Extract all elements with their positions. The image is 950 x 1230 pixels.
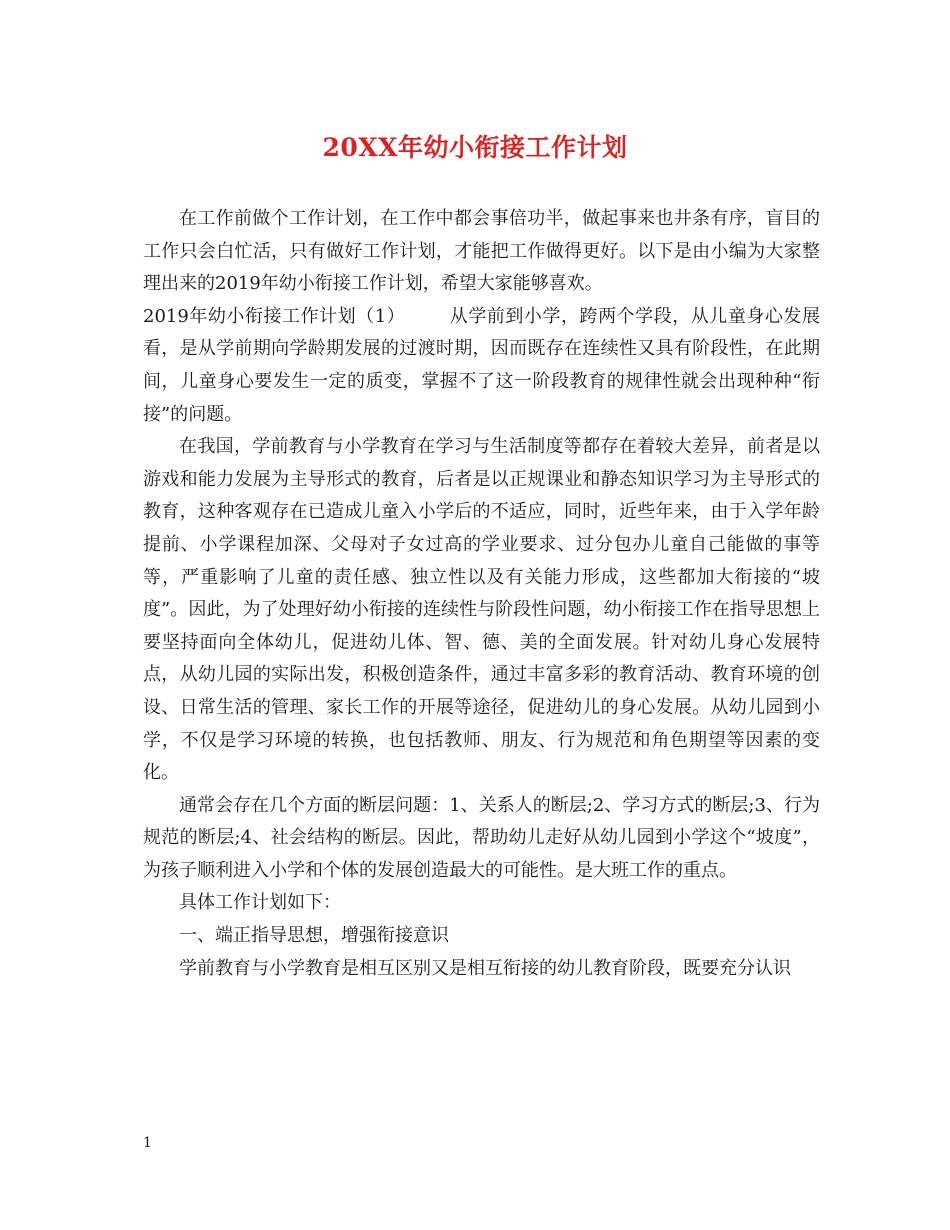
transition-paragraph: 从学前到小学，跨两个学段，从儿童身心发展看，是从学前期向学龄期发展的过渡时期，因而既存在连续性又具有阶段性，在此期间，儿童身心要发生一定的质变，掌握不了这一阶段教育的规律性就会出现种种“衔接”的问题。: [143, 305, 820, 425]
section-one-paragraph: 学前教育与小学教育是相互区别又是相互衔接的幼儿教育阶段，既要充分认识: [179, 957, 791, 979]
section-heading-one: 一、端正指导思想，增强衔接意识: [179, 925, 449, 947]
page-number: 1: [143, 1135, 152, 1151]
plan-heading: 2019年幼小衔接工作计划（1）: [143, 305, 406, 327]
document-body: [143, 203, 820, 985]
intro-paragraph: 在工作前做个工作计划，在工作中都会事倍功半，做起事来也井条有序，盲目的工作只会白忙活，只有做好工作计划，才能把工作做得更好。以下是由小编为大家整理出来的2019年幼小衔接工作计划，希望大家能够喜欢。: [143, 208, 820, 295]
document-title: 20XX年幼小衔接工作计划: [322, 133, 628, 162]
differences-paragraph: 在我国，学前教育与小学教育在学习与生活制度等都存在着较大差异，前者是以游戏和能力发展为主导形式的教育，后者是以正规课业和静态知识学习为主导形式的教育，这种客观存在已造成儿童入小学后的不适应，同时，近些年来，由于入学年龄提前、小学课程加深、父母对子女过高的学业要求、过分包办儿童自己能做的事等等，严重影响了儿童的责任感、独立性以及有关能力形成，这些都加大衔接的“坡度”。因此，为了处理好幼小衔接的连续性与阶段性问题，幼小衔接工作在指导思想上要坚持面向全体幼儿，促进幼儿体、智、德、美的全面发展。针对幼儿身心发展特点，从幼儿园的实际出发，积极创造条件，通过丰富多彩的教育活动、教育环境的创设、日常生活的管理、家长工作的开展等途径，促进幼儿的身心发展。从幼儿园到小学，不仅是学习环境的转换，也包括教师、朋友、行为规范和角色期望等因素的变化。: [143, 436, 820, 784]
gaps-paragraph: 通常会存在几个方面的断层问题：1、关系人的断层;2、学习方式的断层;3、行为规范的断层;4、社会结构的断层。因此，帮助幼儿走好从幼儿园到小学这个“坡度”，为孩子顺利进入小学和个体的发展创造最大的可能性。是大班工作的重点。: [143, 794, 820, 881]
plan-intro-line: 具体工作计划如下：: [179, 892, 341, 914]
plan-heading-paragraph: [143, 301, 820, 431]
